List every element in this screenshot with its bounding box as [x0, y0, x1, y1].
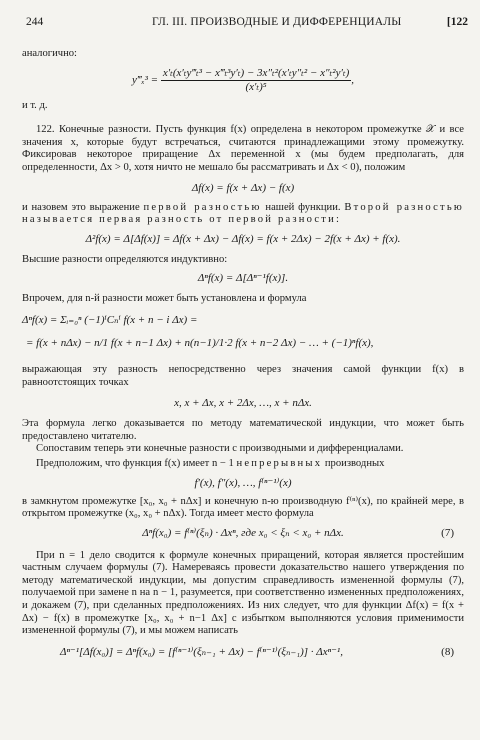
page-number: 244 — [26, 16, 44, 28]
paragraph-analog: аналогично: — [22, 48, 78, 59]
equation-7 — [22, 527, 464, 540]
formula-fraction — [161, 67, 351, 94]
paragraph-interval: в замкнутом промежутке [x₀, x₀ + nΔx] и конечную n-ю производную f⁽ⁿ⁾(x), по крайней мере, в открытом промежутке (x₀, x₀ + nΔx). Тогда имеет место формула — [22, 495, 464, 520]
equation-second-difference: Δ²f(x) = Δ[Δf(x)] = Δf(x + Δx) − Δf(x) = f(x + 2Δx) − 2f(x + Δx) + f(x). — [85, 232, 401, 245]
formula-denominator: (x′ₜ)⁵ — [245, 80, 267, 93]
text-segment: производных — [324, 457, 385, 469]
paragraph-higher-differences: Высшие разности определяются индуктивно: — [22, 253, 228, 265]
equation-8-body: Δⁿ⁻¹[Δf(x₀)] = Δⁿf(x₀) = [f⁽ⁿ⁻¹⁾(ξₙ₋₁ + Δx) − f⁽ⁿ⁻¹⁾(ξₙ₋₁)] · Δxⁿ⁻¹, — [60, 645, 343, 658]
equation-derivatives-list: f′(x), f″(x), …, f⁽ⁿ⁻¹⁾(x) — [194, 476, 292, 489]
equation-8-number: (8) — [441, 645, 454, 658]
paragraph-proof: При n = 1 дело сводится к формуле конечных приращений, которая является простейшим частным случаем формулы (7). Намереваясь провести доказательство нашего утверждения по методу математической индукции, мы допустим справедливость измененной формулы (7), получаемой при замене n на n − 1, разумеется, при соответственно измененных предположениях, и докажем (7), при сделанных предположениях. Из них следует, что для функции Δf(x) = f(x + Δx) − f(x) в промежутке [x₀, x₀ + n−1 Δx] с избытком выполняются условия применимости измененной формулы (7), и мы можем написать — [22, 549, 464, 637]
page — [22, 10, 468, 659]
equation-expanded-formula: = f(x + nΔx) − n/1 f(x + n−1 Δx) + n(n−1)/1·2 f(x + n−2 Δx) − … + (−1)ⁿf(x), — [26, 336, 374, 349]
section-mark: [122 — [446, 16, 468, 28]
running-title: ГЛ. III. ПРОИЗВОДНЫЕ И ДИФФЕРЕНЦИАЛЫ — [152, 16, 402, 28]
equation-7-number: (7) — [441, 526, 454, 539]
formula-numerator: x′ₜ(x′ₜy‴ₜ³ − x‴ₜ³y′ₜ) − 3x″ₜ²(x′ₜy″ₜ² − x″ₜ²y′ₜ) — [162, 66, 350, 79]
paragraph-equidistant: выражающая эту разность непосредственно через значения самой функции f(x) в равноотстоящих точках — [22, 363, 464, 388]
paragraph-etc: и т. д. — [22, 99, 48, 111]
equation-7-body: Δⁿf(x₀) = f⁽ⁿ⁾(ξₙ) · Δxⁿ, где x₀ < ξₙ < x₀ + nΔx. — [142, 526, 344, 539]
paragraph-induction: Эта формула легко доказывается по методу математической индукции, что может быть предоставлено читателю. — [22, 418, 464, 442]
term-continuous: непрерывных — [236, 457, 323, 469]
equation-nth-difference: Δⁿf(x) = Δ[Δⁿ⁻¹f(x)]. — [197, 272, 289, 285]
equation-8 — [22, 646, 464, 659]
paragraph-finite-differences: 122. Конечные разности. Пусть функция f(x) определена в некотором промежутке 𝒳 и все значения x, которые будут встречаться, считаются принадлежащими этому промежутку. Фиксировав некоторое приращение Δx переменной x (мы будем предполагать, для определенности, Δx > 0, хотя ничто не мешало бы рассматривать и Δx < 0), положим — [22, 124, 464, 173]
text-segment: называется первая разность от первой разности: — [22, 214, 342, 226]
text-segment: нашей функции. — [265, 201, 341, 213]
paragraph-compare: Сопоставим теперь эти конечные разности с производными и дифференциалами. — [36, 443, 404, 455]
running-header — [22, 10, 468, 30]
equation-first-difference: Δf(x) = f(x + Δx) − f(x) — [191, 181, 295, 194]
paragraph-formula-intro: Впрочем, для n-й разности может быть установлена и формула — [22, 293, 307, 305]
term-first-difference: первой разностью — [143, 201, 262, 213]
term-second-difference: Второй разностью — [344, 201, 464, 213]
formula-lhs: y‴ₓ³ = — [132, 73, 159, 86]
formula-third-derivative: y‴ₓ³ = $\frac{\text{x′ₜ(x′ₜy‴ₜ³ − x‴ₜ³y′ₜ) − 3x″ₜ²(x′ₜy″ₜ² − x″ₜ²y′ₜ)}}{\text{(x′ₜ)⁵}}$ , — [132, 66, 354, 93]
paragraph-second-difference — [22, 202, 464, 227]
text-segment: и назовем это выражение — [22, 201, 140, 213]
text-segment: Предположим, что функция f(x) имеет n − 1 — [36, 457, 234, 469]
equation-points: x, x + Δx, x + 2Δx, …, x + nΔx. — [174, 397, 312, 410]
paragraph-assume — [22, 458, 464, 471]
equation-sum-formula: Δⁿf(x) = Σᵢ₌₀ⁿ (−1)ⁱCₙⁱ f(x + n − i Δx) = — [22, 313, 198, 326]
